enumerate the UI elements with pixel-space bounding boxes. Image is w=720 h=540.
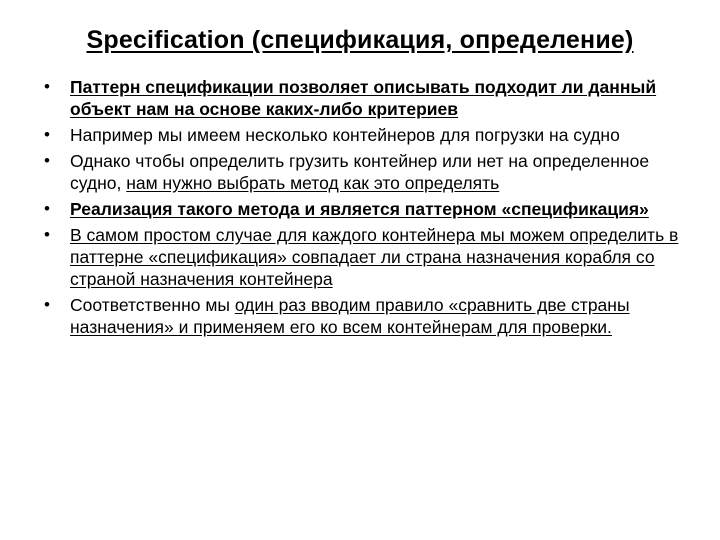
bullet-text: В самом простом случае для каждого контейнера мы можем определить в паттерне «спецификация» совпадает ли страна назначения корабля со страной назначения контейнера: [70, 225, 679, 289]
slide-title: Specification (спецификация, определение): [86, 26, 634, 54]
bullet-text: Реализация такого метода и является паттерном «спецификация»: [70, 199, 649, 219]
bullet-item: [40, 124, 690, 146]
bullet-icon: •: [44, 225, 50, 244]
bullet-text-underlined: один раз вводим правило «сравнить две страны назначения» и применяем его ко всем контейнерам для проверки.: [70, 295, 630, 337]
bullet-list: [40, 76, 690, 342]
bullet-icon: •: [44, 125, 50, 144]
bullet-item: [40, 76, 690, 120]
bullet-item: [40, 150, 690, 194]
bullet-text: Соответственно мы: [70, 295, 235, 315]
bullet-item: [40, 198, 690, 220]
bullet-icon: •: [44, 199, 50, 218]
bullet-icon: •: [44, 151, 50, 170]
bullet-item: [40, 224, 690, 290]
bullet-icon: •: [44, 77, 50, 96]
bullet-text: Например мы имеем несколько контейнеров для погрузки на судно: [70, 125, 620, 145]
bullet-item: [40, 294, 690, 338]
bullet-text: Паттерн спецификации позволяет описывать подходит ли данный объект нам на основе каких-либо критериев: [70, 77, 657, 119]
bullet-text: Однако чтобы определить грузить контейнер или нет на определенное судно,: [70, 151, 650, 193]
bullet-icon: •: [44, 295, 50, 314]
bullet-text-underlined: нам нужно выбрать метод как это определять: [126, 173, 500, 193]
